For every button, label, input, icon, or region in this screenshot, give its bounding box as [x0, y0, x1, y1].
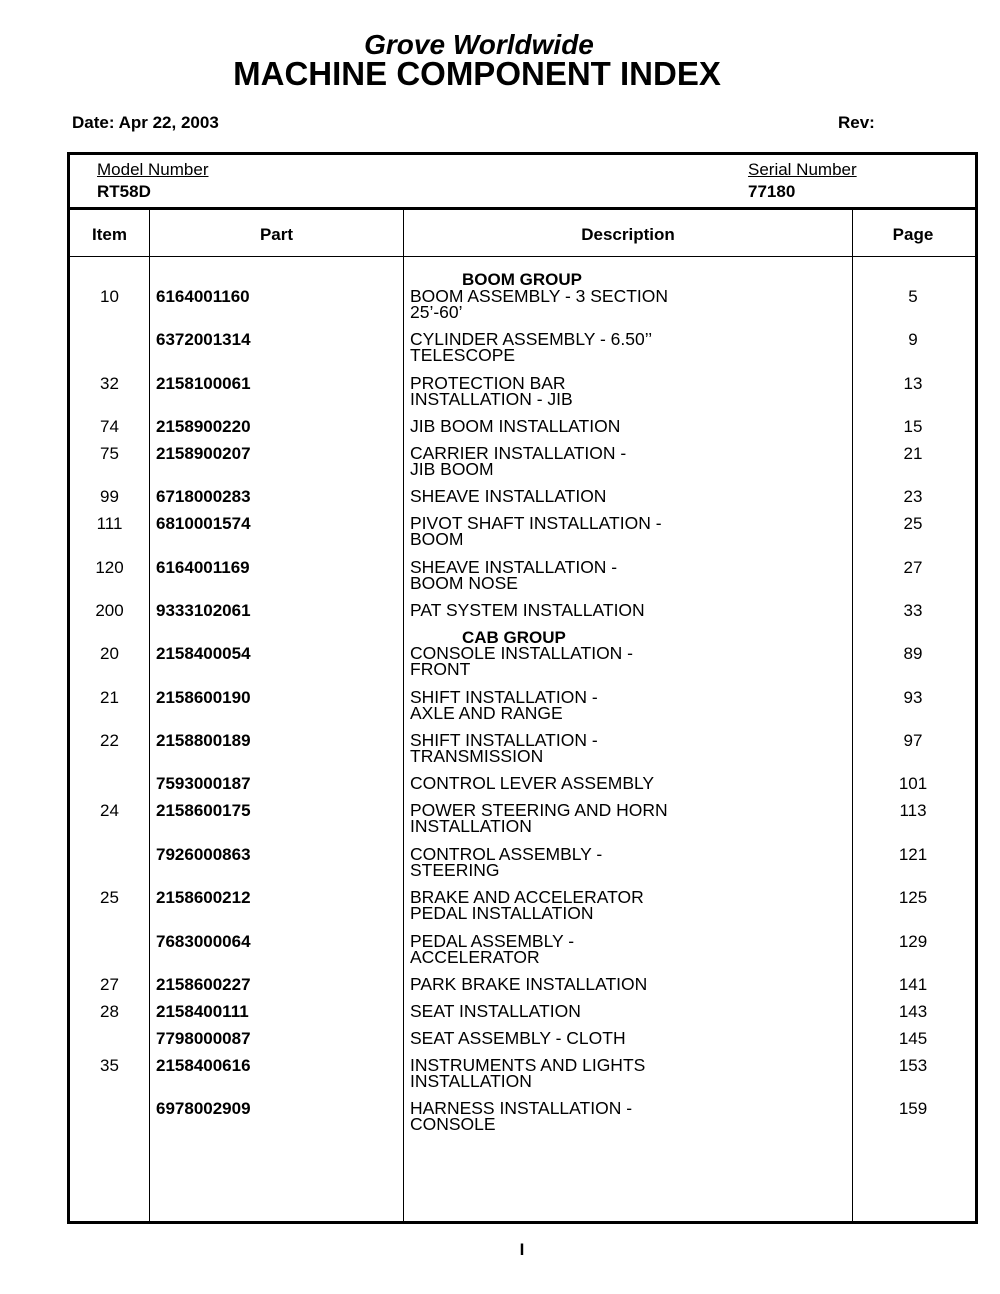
page-reference: 121	[898, 845, 928, 864]
part-number: 7593000187	[156, 774, 251, 793]
part-description	[410, 976, 647, 992]
description-line-1: HARNESS INSTALLATION -	[410, 1098, 633, 1118]
item-number: 75	[100, 444, 119, 463]
description-line-1: CYLINDER ASSEMBLY - 6.50’’	[410, 329, 653, 349]
model-number-label: Model Number	[97, 160, 209, 179]
part-number: 2158100061	[156, 374, 251, 393]
description-line-2: PEDAL INSTALLATION	[410, 903, 594, 923]
description-line-1: INSTRUMENTS AND LIGHTS	[410, 1055, 646, 1075]
part-number: 6978002909	[156, 1099, 251, 1118]
page-reference: 33	[903, 601, 923, 620]
part-number: 2158400111	[156, 1002, 249, 1021]
part-description	[410, 331, 652, 363]
description-line-1: PARK BRAKE INSTALLATION	[410, 974, 648, 994]
description-line-1: SHEAVE INSTALLATION	[410, 486, 607, 506]
page-reference: 129	[898, 932, 928, 951]
table-row	[70, 515, 975, 555]
page-reference: 27	[903, 558, 923, 577]
table-row	[70, 933, 975, 973]
column-header-divider	[70, 256, 975, 257]
part-description	[410, 775, 654, 791]
part-description	[410, 515, 662, 547]
group-heading-cab: CAB GROUP	[462, 628, 566, 647]
document-title: MACHINE COMPONENT INDEX	[233, 55, 721, 92]
table-row	[70, 645, 975, 685]
page-reference: 5	[908, 287, 918, 306]
description-line-1: CONSOLE INSTALLATION -	[410, 643, 634, 663]
page-reference: 93	[903, 688, 923, 707]
description-line-2: BOOM	[410, 529, 464, 549]
header-divider	[70, 207, 975, 210]
page-reference: 101	[898, 774, 928, 793]
page-reference: 125	[898, 888, 928, 907]
description-line-2: CONSOLE	[410, 1114, 496, 1134]
model-number-value: RT58D	[97, 182, 151, 201]
company-name: Grove Worldwide	[364, 29, 594, 60]
description-line-2: TRANSMISSION	[410, 746, 544, 766]
page-reference: 143	[898, 1002, 928, 1021]
page-reference: 89	[903, 644, 923, 663]
document-date: Date: Apr 22, 2003	[72, 113, 219, 132]
part-number: 2158400054	[156, 644, 251, 663]
table-row	[70, 445, 975, 485]
description-line-2: 25’-60’	[410, 302, 463, 322]
page-reference: 23	[903, 487, 923, 506]
part-number: 6164001160	[156, 287, 250, 306]
item-number: 22	[100, 731, 119, 750]
item-number: 20	[100, 644, 119, 663]
description-line-1: SHIFT INSTALLATION -	[410, 730, 598, 750]
table-row	[70, 288, 975, 328]
part-number: 9333102061	[156, 601, 251, 620]
description-line-1: PIVOT SHAFT INSTALLATION -	[410, 513, 662, 533]
part-description	[410, 645, 633, 677]
page-reference: 13	[903, 374, 923, 393]
description-line-1: BOOM ASSEMBLY - 3 SECTION	[410, 286, 669, 306]
item-number: 25	[100, 888, 119, 907]
serial-number-value: 77180	[748, 182, 796, 201]
part-description	[410, 732, 598, 764]
description-line-2: ACCELERATOR	[410, 947, 540, 967]
description-line-2: AXLE AND RANGE	[410, 703, 563, 723]
item-number: 10	[100, 287, 119, 306]
item-number: 21	[100, 688, 119, 707]
page-reference: 145	[898, 1029, 928, 1048]
description-line-2: INSTALLATION - JIB	[410, 389, 573, 409]
table-row	[70, 602, 975, 642]
description-line-1: SEAT INSTALLATION	[410, 1001, 581, 1021]
table-row	[70, 802, 975, 842]
part-number: 6164001169	[156, 558, 250, 577]
item-number: 32	[100, 374, 119, 393]
table-row	[70, 1057, 975, 1097]
item-number: 120	[95, 558, 124, 577]
part-number: 2158600175	[156, 801, 251, 820]
part-description	[410, 288, 668, 320]
part-number: 6810001574	[156, 514, 251, 533]
table-row	[70, 846, 975, 886]
part-number: 2158600190	[156, 688, 251, 707]
part-description	[410, 445, 626, 477]
group-heading-boom: BOOM GROUP	[462, 270, 582, 289]
description-line-2: TELESCOPE	[410, 345, 516, 365]
serial-number-label: Serial Number	[748, 160, 857, 179]
page-reference: 159	[898, 1099, 928, 1118]
column-header-part: Part	[259, 225, 294, 244]
description-line-1: SHEAVE INSTALLATION -	[410, 557, 618, 577]
part-number: 6718000283	[156, 487, 251, 506]
page-reference: 97	[903, 731, 923, 750]
description-line-1: PEDAL ASSEMBLY -	[410, 931, 575, 951]
component-index-table	[67, 152, 978, 1224]
item-number: 111	[96, 514, 123, 533]
description-line-1: PROTECTION BAR	[410, 373, 566, 393]
table-row	[70, 1100, 975, 1140]
description-line-1: BRAKE AND ACCELERATOR	[410, 887, 644, 907]
part-description	[410, 1100, 632, 1132]
table-row	[70, 331, 975, 371]
description-line-1: PAT SYSTEM INSTALLATION	[410, 600, 645, 620]
revision-label: Rev:	[838, 113, 875, 132]
description-line-2: INSTALLATION	[410, 1071, 532, 1091]
part-description	[410, 1003, 581, 1019]
table-row	[70, 559, 975, 599]
part-number: 7926000863	[156, 845, 251, 864]
page-reference: 15	[903, 417, 923, 436]
part-description	[410, 846, 602, 878]
description-line-1: SHIFT INSTALLATION -	[410, 687, 598, 707]
description-line-1: CONTROL ASSEMBLY -	[410, 844, 603, 864]
part-description	[410, 1030, 626, 1046]
table-row	[70, 375, 975, 415]
part-number: 2158600227	[156, 975, 251, 994]
description-line-2: INSTALLATION	[410, 816, 532, 836]
part-description	[410, 889, 644, 921]
item-number: 35	[100, 1056, 119, 1075]
part-description	[410, 933, 574, 965]
part-description	[410, 689, 598, 721]
part-number: 7798000087	[156, 1029, 251, 1048]
page-number: I	[519, 1240, 525, 1259]
part-number: 2158900207	[156, 444, 251, 463]
page-reference: 9	[908, 330, 918, 349]
description-line-1: JIB BOOM INSTALLATION	[410, 416, 621, 436]
part-description	[410, 802, 668, 834]
part-number: 2158800189	[156, 731, 251, 750]
column-header-page: Page	[892, 225, 934, 244]
page-reference: 113	[899, 801, 927, 820]
description-line-2: BOOM NOSE	[410, 573, 518, 593]
table-row	[70, 689, 975, 729]
page-reference: 25	[903, 514, 923, 533]
part-number: 7683000064	[156, 932, 251, 951]
item-number: 74	[100, 417, 119, 436]
column-header-description: Description	[581, 225, 675, 244]
description-line-2: FRONT	[410, 659, 471, 679]
item-number: 200	[95, 601, 124, 620]
item-number: 99	[100, 487, 119, 506]
part-number: 2158900220	[156, 417, 251, 436]
item-number: 24	[100, 801, 119, 820]
part-number: 2158600212	[156, 888, 251, 907]
part-number: 6372001314	[156, 330, 251, 349]
page-reference: 21	[903, 444, 923, 463]
part-description	[410, 602, 645, 618]
page-reference: 153	[898, 1056, 928, 1075]
part-description	[410, 1057, 645, 1089]
part-description	[410, 488, 606, 504]
description-line-2: STEERING	[410, 860, 500, 880]
description-line-1: SEAT ASSEMBLY - CLOTH	[410, 1028, 626, 1048]
column-header-item: Item	[92, 225, 127, 244]
description-line-1: CONTROL LEVER ASSEMBLY	[410, 773, 655, 793]
part-description	[410, 559, 617, 591]
description-line-1: CARRIER INSTALLATION -	[410, 443, 627, 463]
part-number: 2158400616	[156, 1056, 251, 1075]
table-row	[70, 732, 975, 772]
item-number: 28	[100, 1002, 119, 1021]
description-line-1: POWER STEERING AND HORN	[410, 800, 668, 820]
table-row	[70, 889, 975, 929]
page-reference: 141	[898, 975, 928, 994]
description-line-2: JIB BOOM	[410, 459, 494, 479]
part-description	[410, 418, 620, 434]
part-description	[410, 375, 573, 407]
item-number: 27	[100, 975, 119, 994]
